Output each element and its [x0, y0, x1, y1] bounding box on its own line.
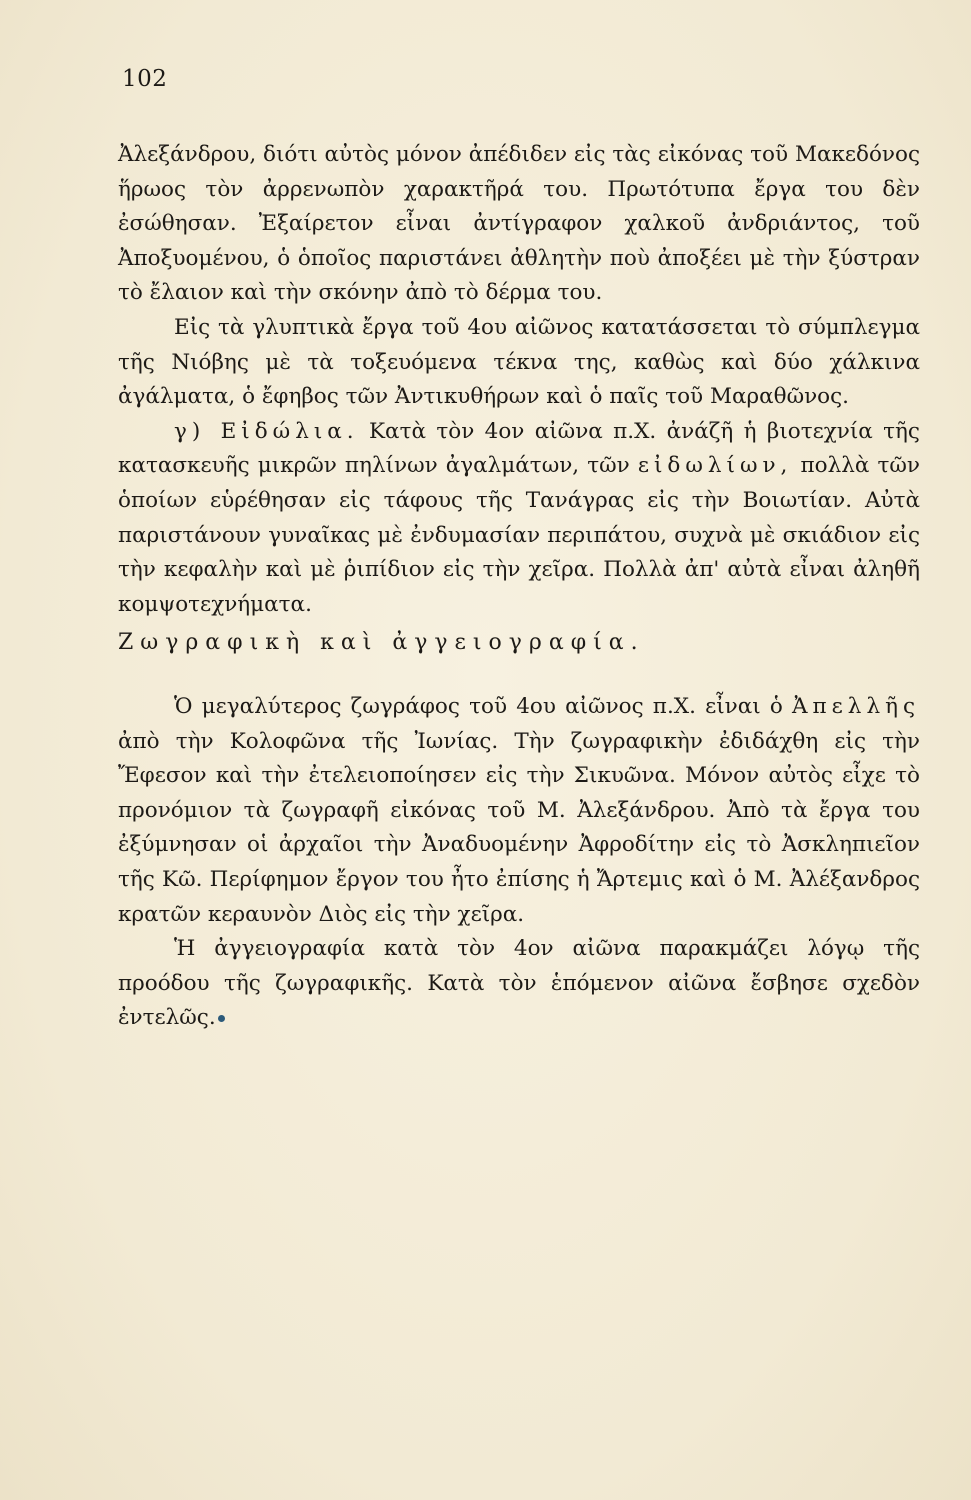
ink-dot-mark — [218, 1015, 225, 1022]
figurines-text-b: πολλὰ τῶν ὁποίων εὑρέθησαν εἰς τάφους τῆς Τανάγρας εἰς τὴν Βοιωτίαν. Αὐτὰ παριστάνουν γυναῖκας μὲ ἐνδυμασίαν περιπάτου, συχνὰ μὲ σκιάδιον εἰς τὴν κεφαλὴν καὶ μὲ ῥιπίδιον εἰς τὴν χεῖρα. Πολλὰ ἀπ' αὐτὰ εἶναι ἀληθῆ κομψοτεχνήματα. — [118, 453, 920, 617]
page-number: 102 — [122, 66, 168, 92]
figurines-term: εἰδωλίων, — [637, 453, 793, 479]
vase-painting-text: Ἡ ἀγγειογραφία κατὰ τὸν 4ον αἰῶνα παρακμάζει λόγῳ τῆς προόδου τῆς ζωγραφικῆς. Κατὰ τὸν ἑπόμενον αἰῶνα ἔσβησε σχεδὸν ἐντελῶς. — [118, 936, 920, 1031]
apelles-text-a: Ὁ μεγαλύτερος ζωγράφος τοῦ 4ου αἰῶνος π.Χ. εἶναι ὁ — [174, 694, 793, 719]
paragraph-apelles — [118, 690, 920, 932]
text-block-sculpture — [118, 138, 920, 622]
text-block-painting — [118, 690, 920, 1036]
subsection-label-figurines: γ) Εἰδώλια. — [174, 418, 359, 444]
paragraph-lysippos: Ἀλεξάνδρου, διότι αὐτὸς μόνον ἀπέδιδεν εἰς τὰς εἰκόνας τοῦ Μακεδόνος ἥρωος τὸν ἀρρενωπὸν χαρακτῆρά του. Πρωτότυπα ἔργα του δὲν ἐσώθησαν. Ἐξαίρετον εἶναι ἀντίγραφον χαλκοῦ ἀνδριάντος, τοῦ Ἀποξυομένου, ὁ ὁποῖος παριστάνει ἀθλητὴν ποὺ ἀποξέει μὲ τὴν ξύστραν τὸ ἔλαιον καὶ τὴν σκόνην ἀπὸ τὸ δέρμα του. — [118, 142, 920, 306]
section-heading-painting: Ζωγραφικὴ καὶ ἀγγειογραφία. — [118, 630, 645, 655]
apelles-text-b: ἀπὸ τὴν Κολοφῶνα τῆς Ἰωνίας. Τὴν ζωγραφικὴν ἐδιδάχθη εἰς τὴν Ἔφεσον καὶ τὴν ἐτελειοποίησεν εἰς τὴν Σικυῶνα. Μόνον αὐτὸς εἶχε τὸ προνόμιον τὰ ζωγραφῆ εἰκόνας τοῦ Μ. Ἀλεξάνδρου. Ἀπὸ τὰ ἔργα του ἐξύμνησαν οἱ ἀρχαῖοι τὴν Ἀναδυομένην Ἀφροδίτην εἰς τὸ Ἀσκληπιεῖον τῆς Κῶ. Περίφημον ἔργον του ἦτο ἐπίσης ἡ Ἄρτεμις καὶ ὁ Μ. Ἀλέξανδρος κρατῶν κεραυνὸν Διὸς εἰς τὴν χεῖρα. — [118, 728, 920, 927]
paragraph-figurines — [118, 415, 920, 623]
figurines-text-a: Κατὰ τὸν 4ον αἰῶνα π.Χ. ἀνάζῆ ἡ βιοτεχνία τῆς κατασκευῆς μικρῶν πηλίνων ἀγαλμάτων, τῶν — [118, 418, 920, 479]
paragraph-niobe: Εἰς τὰ γλυπτικὰ ἔργα τοῦ 4ου αἰῶνος κατατάσσεται τὸ σύμπλεγμα τῆς Νιόβης μὲ τὰ τοξευόμενα τέκνα της, καθὼς καὶ δύο χάλκινα ἀγάλματα, ὁ ἔφηβος τῶν Ἀντικυθήρων καὶ ὁ παῖς τοῦ Μαραθῶνος. — [118, 314, 920, 410]
paragraph-vase-painting — [118, 932, 920, 1036]
apelles-name: Ἀπελλῆς — [792, 694, 920, 719]
